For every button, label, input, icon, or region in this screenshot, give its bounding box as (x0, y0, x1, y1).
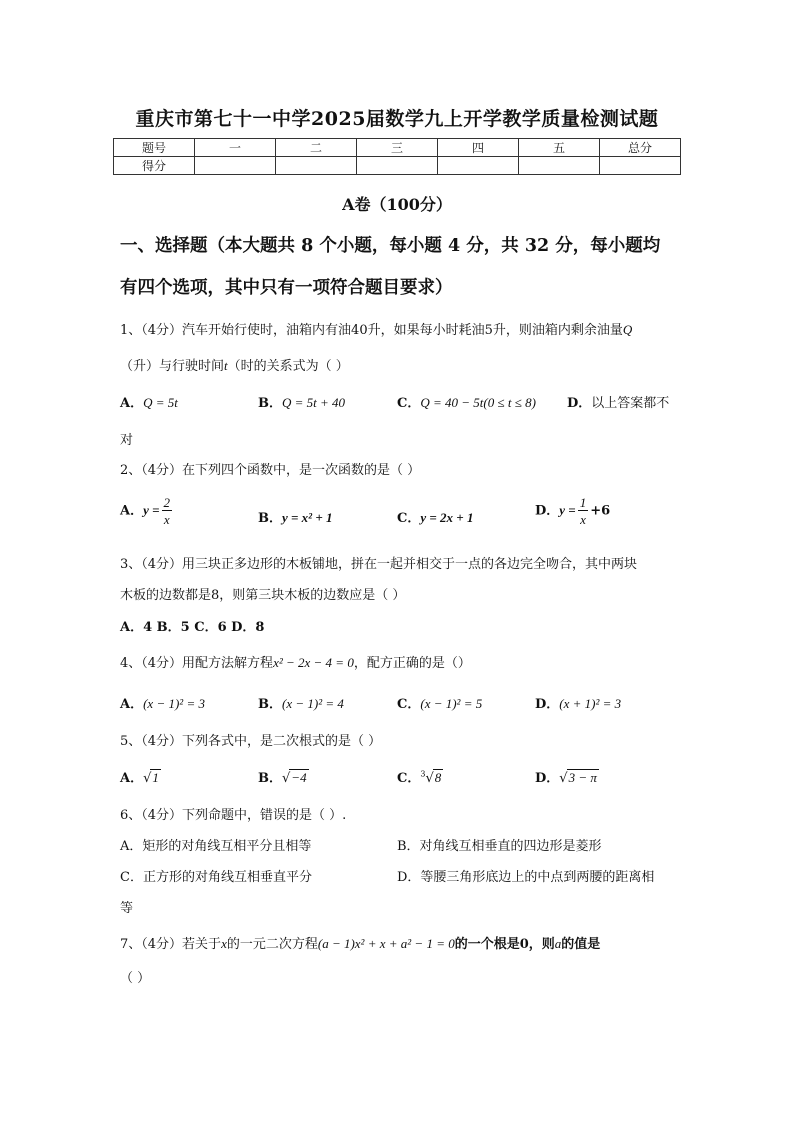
denominator: x (580, 512, 586, 527)
question-text: 的一个根是0，则 (454, 937, 555, 952)
section-heading-line1: 一、选择题（本大题共 8 个小题，每小题 4 分，共 32 分，每小题均 (120, 236, 661, 256)
score-header-cell: 五 (519, 139, 600, 157)
question-text: （时的关系式为（ ） (227, 359, 349, 374)
option-label: D． (567, 396, 592, 411)
score-header-cell: 四 (438, 139, 519, 157)
option-label: A． (120, 396, 144, 411)
option-b[interactable] (258, 392, 345, 411)
score-cell (357, 157, 438, 175)
option-label: A． (120, 771, 144, 786)
radicand: 8 (434, 770, 442, 785)
radical-sign: √ (425, 771, 434, 786)
option-math: Q = 5t (143, 395, 178, 410)
radical-sign: √ (143, 771, 152, 786)
question-text: （升）与行驶时间 (120, 359, 225, 374)
score-header-cell: 总分 (600, 139, 681, 157)
question-text: ，配方正确的是（） (353, 656, 471, 671)
numerator: 1 (579, 495, 587, 510)
radical-sign: √ (559, 771, 568, 786)
radical-sign: √ (282, 771, 291, 786)
question-4 (120, 652, 471, 671)
question-3-line2: 木板的边数都是8，则第三块木板的边数应是（ ） (120, 588, 406, 603)
score-cell (276, 157, 357, 175)
question-text: 的一元二次方程 (226, 937, 318, 952)
option-a[interactable] (120, 392, 178, 411)
option-d[interactable] (535, 496, 610, 526)
option-label: C． (397, 697, 421, 712)
section-heading-line2: 有四个选项，其中只有一项符合题目要求） (120, 278, 453, 298)
score-table-header-row (114, 139, 681, 157)
option-math: (x − 1)² = 4 (282, 696, 344, 711)
option-math: (x + 1)² = 3 (559, 696, 622, 711)
option-a[interactable]: A．矩形的对角线互相平分且相等 (120, 839, 312, 854)
radicand: 3 − π (568, 770, 597, 785)
question-text: 在下列四个函数中，是一次函数的是（ ） (182, 463, 421, 478)
question-text: 若关于 (182, 937, 222, 952)
paper-label: A卷（100分） (342, 195, 452, 214)
exam-title: 重庆市第七十一中学2025届数学九上开学教学质量检测试题 (135, 108, 659, 130)
question-text: 下列命题中，错误的是（ ）. (182, 808, 347, 823)
fraction (578, 496, 589, 526)
score-header-cell: 题号 (114, 139, 195, 157)
math-var: a (554, 936, 562, 951)
option-b[interactable] (258, 693, 344, 712)
option-label: D． (535, 503, 560, 519)
option-label: B． (258, 771, 282, 786)
option-d[interactable]: D．等腰三角形底边上的中点到两腰的距离相 (397, 870, 655, 885)
score-cell (600, 157, 681, 175)
option-b[interactable]: B．对角线互相垂直的四边形是菱形 (397, 839, 602, 854)
root-index: 3 (420, 769, 426, 779)
option-label: B． (258, 511, 282, 526)
answer-parentheses: （ ） (120, 971, 151, 986)
option-label: C． (397, 396, 421, 411)
option-b[interactable] (258, 767, 309, 786)
option-d[interactable] (535, 693, 621, 712)
question-text: 用配方法解方程 (182, 656, 274, 671)
option-label: B． (258, 697, 282, 712)
question-1-line1 (120, 319, 632, 338)
question-text: 的值是 (561, 937, 601, 952)
question-number: 5、（4分） (120, 734, 183, 749)
question-2 (120, 459, 420, 478)
question-7 (120, 933, 600, 952)
question-5 (120, 730, 381, 749)
score-header-cell: 三 (357, 139, 438, 157)
question-number: 1、（4分） (120, 323, 183, 338)
question-number: 6、（4分） (120, 808, 183, 823)
fraction (162, 496, 173, 526)
option-label: A． (120, 697, 144, 712)
option-text: 以上答案都不 (591, 396, 670, 411)
option-c[interactable] (397, 767, 443, 786)
score-cell (195, 157, 276, 175)
score-table (113, 138, 681, 175)
question-text: 汽车开始行使时，油箱内有油40升，如果每小时耗油5升，则油箱内剩余油量 (182, 323, 623, 338)
math-var: x (221, 936, 227, 951)
option-math: (x − 1)² = 3 (143, 696, 205, 711)
equation: (a − 1)x² + x + a² − 1 = 0 (317, 936, 455, 951)
option-c[interactable] (397, 507, 473, 526)
math-var: t (224, 358, 228, 373)
option-math: y = (143, 502, 160, 518)
option-math: y = 2x + 1 (420, 510, 474, 525)
option-label: B． (258, 396, 282, 411)
question-number: 4、（4分） (120, 656, 183, 671)
question-1-line2 (120, 355, 349, 374)
radicand: −4 (291, 770, 307, 785)
question-6 (120, 804, 346, 823)
option-a[interactable] (120, 767, 161, 786)
score-header-cell: 二 (276, 139, 357, 157)
score-cell (438, 157, 519, 175)
score-row-label: 得分 (114, 157, 195, 175)
option-d[interactable] (567, 392, 669, 411)
question-3-line1 (120, 553, 637, 572)
option-math: y = x² + 1 (282, 510, 333, 525)
option-c[interactable] (397, 392, 536, 411)
option-label: D． (535, 697, 560, 712)
option-label: A． (120, 503, 144, 519)
equation: x² − 2x − 4 = 0 (273, 655, 354, 670)
question-text: 用三块正多边形的木板铺地，拼在一起并相交于一点的各边完全吻合，其中两块 (182, 557, 638, 572)
question-text: 下列各式中，是二次根式的是（ ） (182, 734, 382, 749)
score-table-score-row (114, 157, 681, 175)
option-math: Q = 5t + 40 (282, 395, 346, 410)
option-label: C． (397, 511, 421, 526)
option-math: y = (559, 502, 576, 518)
option-c[interactable]: C．正方形的对角线互相垂直平分 (120, 870, 312, 885)
option-a[interactable] (120, 693, 205, 712)
option-label: C． (397, 771, 421, 786)
option-math: (x − 1)² = 5 (420, 696, 483, 711)
option-d-continued: 等 (120, 901, 134, 916)
option-label: D． (535, 771, 560, 786)
question-number: 7、（4分） (120, 937, 183, 952)
question-number: 3、（4分） (120, 557, 183, 572)
numerator: 2 (163, 495, 171, 510)
math-var: Q (622, 322, 633, 337)
question-3-options[interactable]: A．4 B．5 C．6 D．8 (120, 620, 265, 635)
question-number: 2、（4分） (120, 463, 183, 478)
score-header-cell: 一 (195, 139, 276, 157)
option-d-continued: 对 (120, 433, 134, 448)
option-d[interactable] (535, 767, 599, 786)
option-c[interactable] (397, 693, 482, 712)
option-b[interactable] (258, 507, 332, 526)
option-math: Q = 40 − 5t(0 ≤ t ≤ 8) (420, 395, 536, 410)
denominator: x (163, 512, 170, 527)
option-math: +6 (590, 503, 611, 519)
radicand: 1 (152, 770, 159, 785)
score-cell (519, 157, 600, 175)
option-a[interactable] (120, 496, 174, 526)
